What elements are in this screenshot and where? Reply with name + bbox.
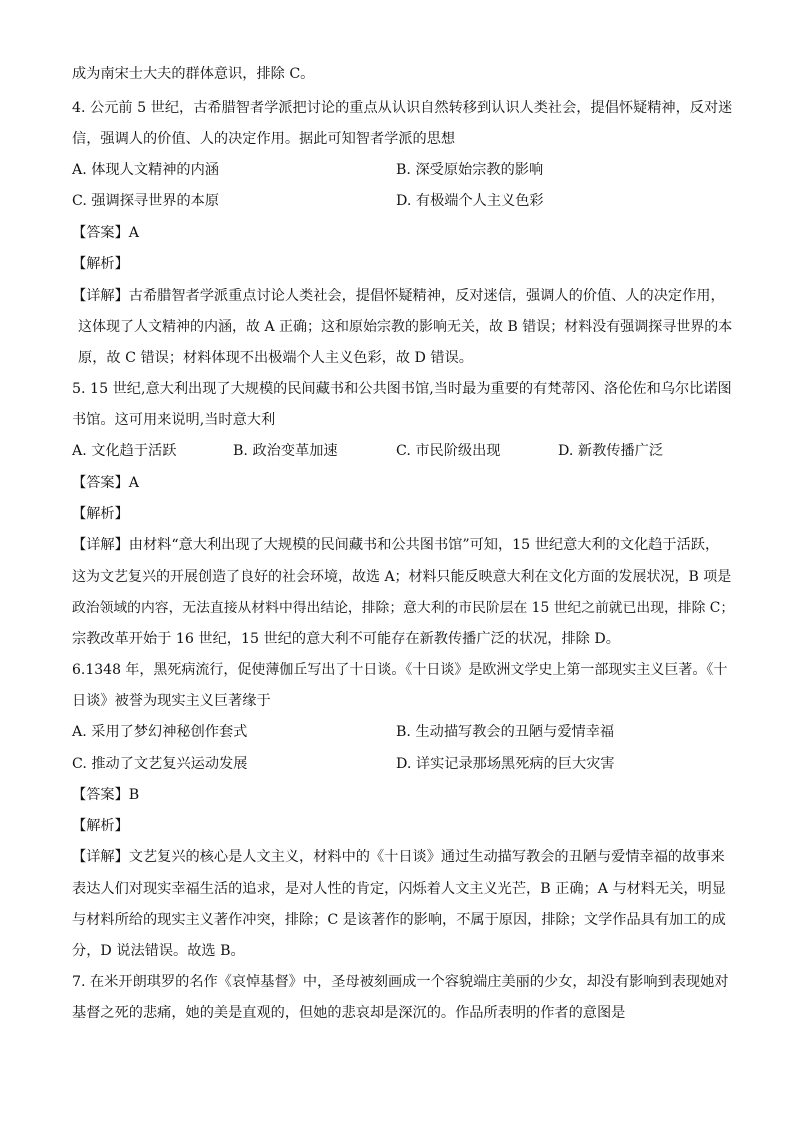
q4-analysis-label: 【解析】 bbox=[72, 256, 129, 272]
q7-stem-line-1: 7. 在米开朗琪罗的名作《哀悼基督》中，圣母被刻画成一个容貌端庄美丽的少女，却没有影响到表现她对 bbox=[72, 974, 729, 990]
q6-detail-line-4: 分，D 说法错误。故选 B。 bbox=[72, 943, 245, 959]
q5-option-c: C. 市民阶级出现 bbox=[396, 443, 501, 459]
q5-option-d: D. 新教传播广泛 bbox=[558, 443, 664, 459]
q5-detail-line-3: 政治领域的内容，无法直接从材料中得出结论，排除；意大利的市民阶层在 15 世纪之前就已出现，排除 C； bbox=[72, 600, 735, 616]
q4-answer: 【答案】A bbox=[72, 225, 139, 241]
q4-stem-line-1: 4. 公元前 5 世纪，古希腊智者学派把讨论的重点从认识自然转移到认识人类社会，提倡怀疑精神，反对迷 bbox=[72, 100, 733, 116]
q6-stem-line-2: 日谈》被誉为现实主义巨著缘于 bbox=[72, 693, 271, 709]
q4-detail-line-3: 原，故 C 错误；材料体现不出极端个人主义色彩，故 D 错误。 bbox=[78, 350, 473, 366]
q4-option-a: A. 体现人文精神的内涵 bbox=[72, 162, 219, 178]
q5-detail-line-4: 宗教改革开始于 16 世纪，15 世纪的意大利不可能存在新教传播广泛的状况，排除 D。 bbox=[72, 631, 620, 647]
q6-stem-line-1: 6.1348 年，黑死病流行，促使薄伽丘写出了十日谈。《十日谈》是欧洲文学史上第一部现实主义巨著。《十 bbox=[72, 662, 728, 678]
q5-option-a: A. 文化趋于活跃 bbox=[72, 443, 177, 459]
q4-stem-line-2: 信，强调人的价值、人的决定作用。据此可知智者学派的思想 bbox=[72, 131, 456, 147]
q5-stem-line-1: 5. 15 世纪,意大利出现了大规模的民间藏书和公共图书馆,当时最为重要的有梵蒂冈、洛伦佐和乌尔比诺图 bbox=[72, 381, 732, 397]
q6-detail-line-3: 与材料所给的现实主义著作冲突，排除；C 是该著作的影响，不属于原因，排除；文学作品具有加工的成 bbox=[72, 912, 726, 928]
q4-detail-line-1: 【详解】古希腊智者学派重点讨论人类社会，提倡怀疑精神，反对迷信，强调人的价值、人的决定作用， bbox=[72, 288, 725, 304]
q7-stem-line-2: 基督之死的悲痛，她的美是直观的，但她的悲哀却是深沉的。作品所表明的作者的意图是 bbox=[72, 1005, 626, 1021]
q4-detail-line-2: 这体现了人文精神的内涵，故 A 正确；这和原始宗教的影响无关，故 B 错误；材料没有强调探寻世界的本 bbox=[78, 319, 733, 335]
q4-option-b: B. 深受原始宗教的影响 bbox=[396, 162, 544, 178]
q6-option-b: B. 生动描写教会的丑陋与爱情幸福 bbox=[396, 724, 615, 740]
intro-line: 成为南宋士大夫的群体意识，排除 C。 bbox=[72, 66, 315, 82]
q6-option-c: C. 推动了文艺复兴运动发展 bbox=[72, 756, 248, 772]
q6-detail-line-2: 表达人们对现实幸福生活的追求，是对人性的肯定，闪烁着人文主义光芒，B 正确；A 与材料无关，明显 bbox=[72, 881, 726, 897]
q6-answer: 【答案】B bbox=[72, 787, 140, 803]
q5-answer: 【答案】A bbox=[72, 475, 139, 491]
q6-option-a: A. 采用了梦幻神秘创作套式 bbox=[72, 724, 248, 740]
q6-analysis-label: 【解析】 bbox=[72, 818, 129, 834]
q5-option-b: B. 政治变革加速 bbox=[233, 443, 338, 459]
q6-option-d: D. 详实记录那场黑死病的巨大灾害 bbox=[396, 756, 615, 772]
q5-stem-line-2: 书馆。这可用来说明,当时意大利 bbox=[72, 412, 276, 428]
q5-detail-line-2: 这为文艺复兴的开展创造了良好的社会环境，故选 A；材料只能反映意大利在文化方面的发展状况，B 项是 bbox=[72, 569, 732, 585]
q4-option-c: C. 强调探寻世界的本原 bbox=[72, 193, 220, 209]
q5-analysis-label: 【解析】 bbox=[72, 506, 129, 522]
q6-detail-line-1: 【详解】文艺复兴的核心是人文主义，材料中的《十日谈》通过生动描写教会的丑陋与爱情幸福的故事来 bbox=[72, 849, 725, 865]
q5-detail-line-1: 【详解】由材料“意大利出现了大规模的民间藏书和公共图书馆”可知，15 世纪意大利的文化趋于活跃， bbox=[72, 537, 720, 553]
q4-option-d: D. 有极端个人主义色彩 bbox=[396, 193, 544, 209]
